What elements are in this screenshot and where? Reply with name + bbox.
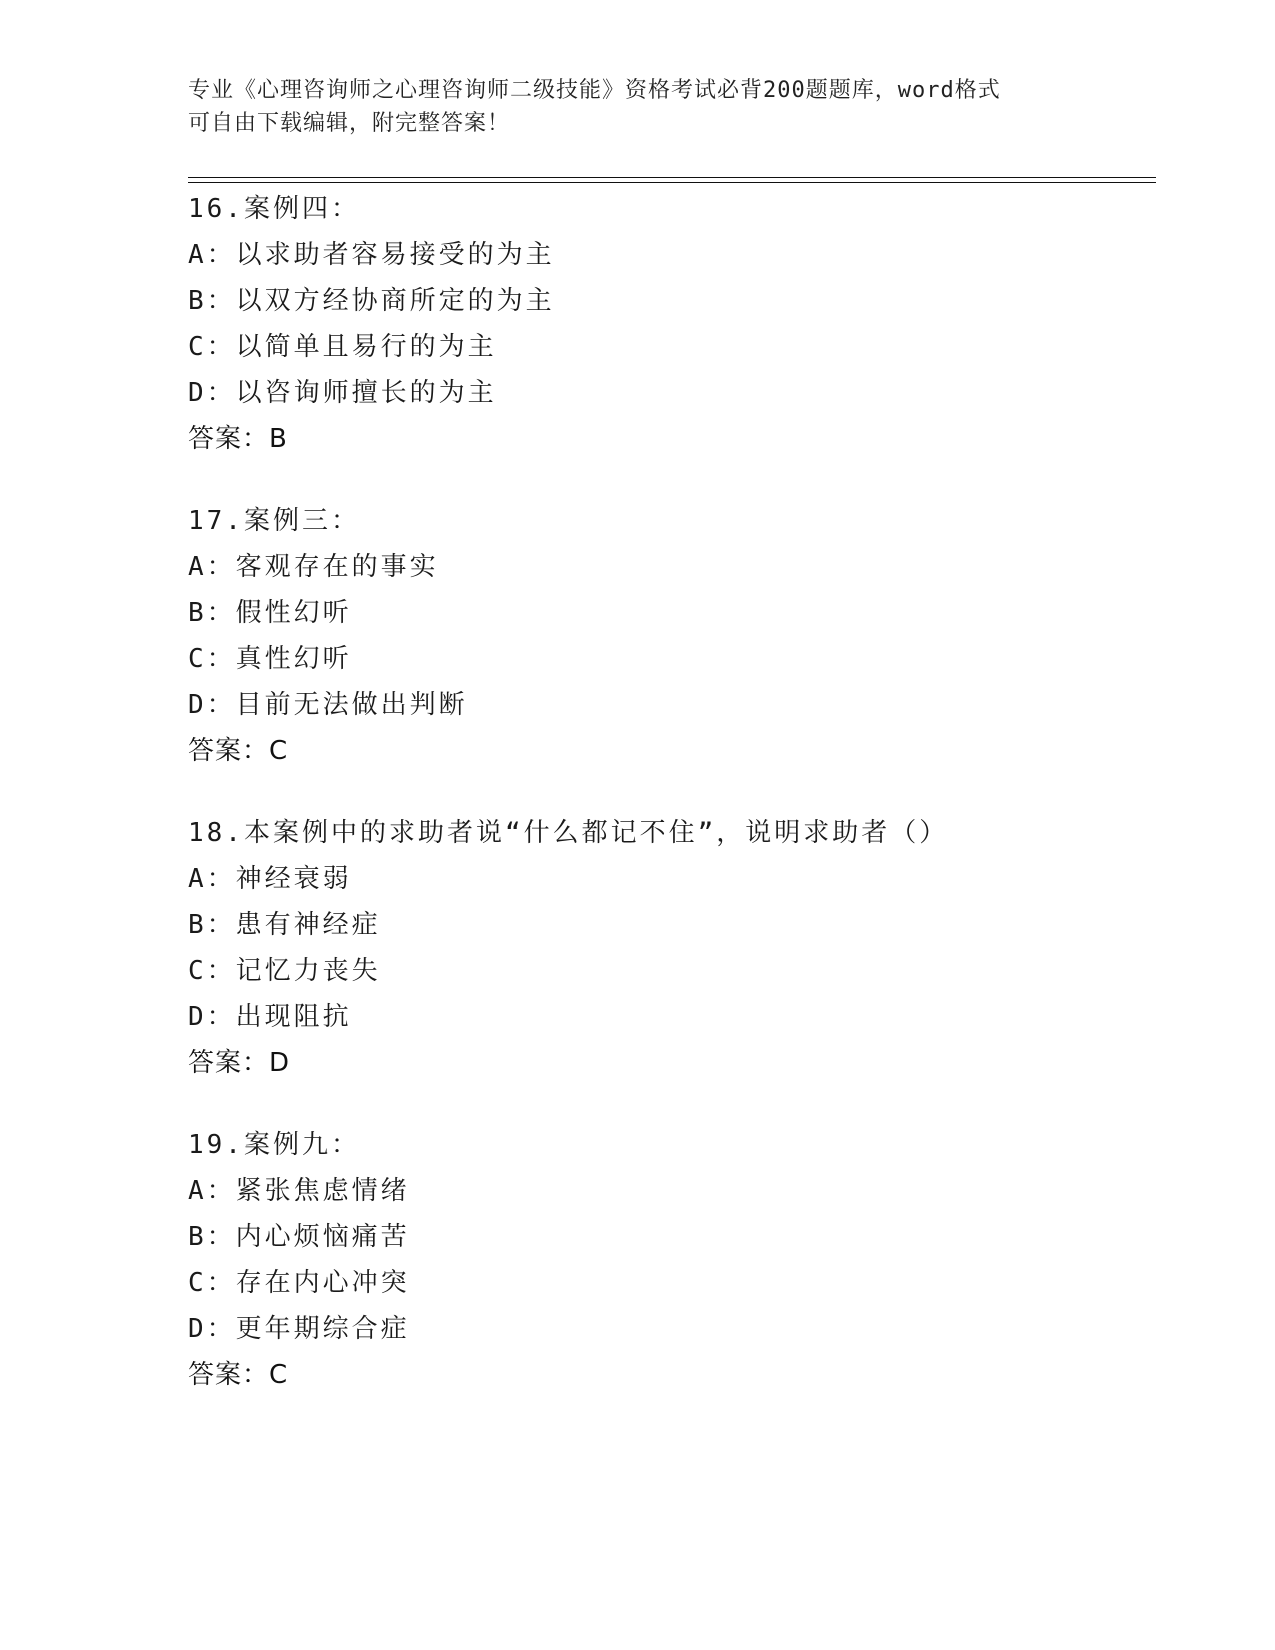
option-d: D：出现阻抗 (188, 1002, 352, 1032)
answer-line: 答案：C (188, 736, 289, 766)
option-c: C：存在内心冲突 (188, 1268, 410, 1298)
option-a: A：客观存在的事实 (188, 552, 439, 582)
header-line-1: 专业《心理咨询师之心理咨询师二级技能》资格考试必背200题题库，word格式 (188, 78, 1001, 103)
option-a: A：神经衰弱 (188, 864, 352, 894)
option-b: B：假性幻听 (188, 598, 352, 628)
option-c: C：真性幻听 (188, 644, 352, 674)
option-d: D：以咨询师擅长的为主 (188, 378, 497, 408)
option-c: C：以简单且易行的为主 (188, 332, 497, 362)
document-header (188, 74, 1088, 140)
answer-line: 答案：B (188, 424, 288, 454)
question-stem: 19.案例九： (188, 1130, 360, 1160)
option-b: B：内心烦恼痛苦 (188, 1222, 410, 1252)
header-divider-top (188, 177, 1156, 178)
question-stem: 17.案例三： (188, 506, 360, 536)
question-stem: 18.本案例中的求助者说“什么都记不住”，说明求助者（） (188, 818, 949, 848)
question-18 (188, 810, 1148, 1086)
header-divider-bottom (188, 182, 1156, 183)
option-a: A：紧张焦虑情绪 (188, 1176, 410, 1206)
option-b: B：以双方经协商所定的为主 (188, 286, 555, 316)
question-stem: 16.案例四： (188, 194, 360, 224)
header-line-2: 可自由下载编辑，附完整答案！ (188, 111, 511, 136)
option-d: D：更年期综合症 (188, 1314, 410, 1344)
question-17 (188, 498, 1148, 774)
question-16 (188, 186, 1148, 462)
answer-line: 答案：D (188, 1048, 291, 1078)
answer-line: 答案：C (188, 1360, 289, 1390)
option-a: A：以求助者容易接受的为主 (188, 240, 555, 270)
option-b: B：患有神经症 (188, 910, 381, 940)
question-list (188, 186, 1148, 1434)
question-19 (188, 1122, 1148, 1398)
option-c: C：记忆力丧失 (188, 956, 381, 986)
option-d: D：目前无法做出判断 (188, 690, 468, 720)
